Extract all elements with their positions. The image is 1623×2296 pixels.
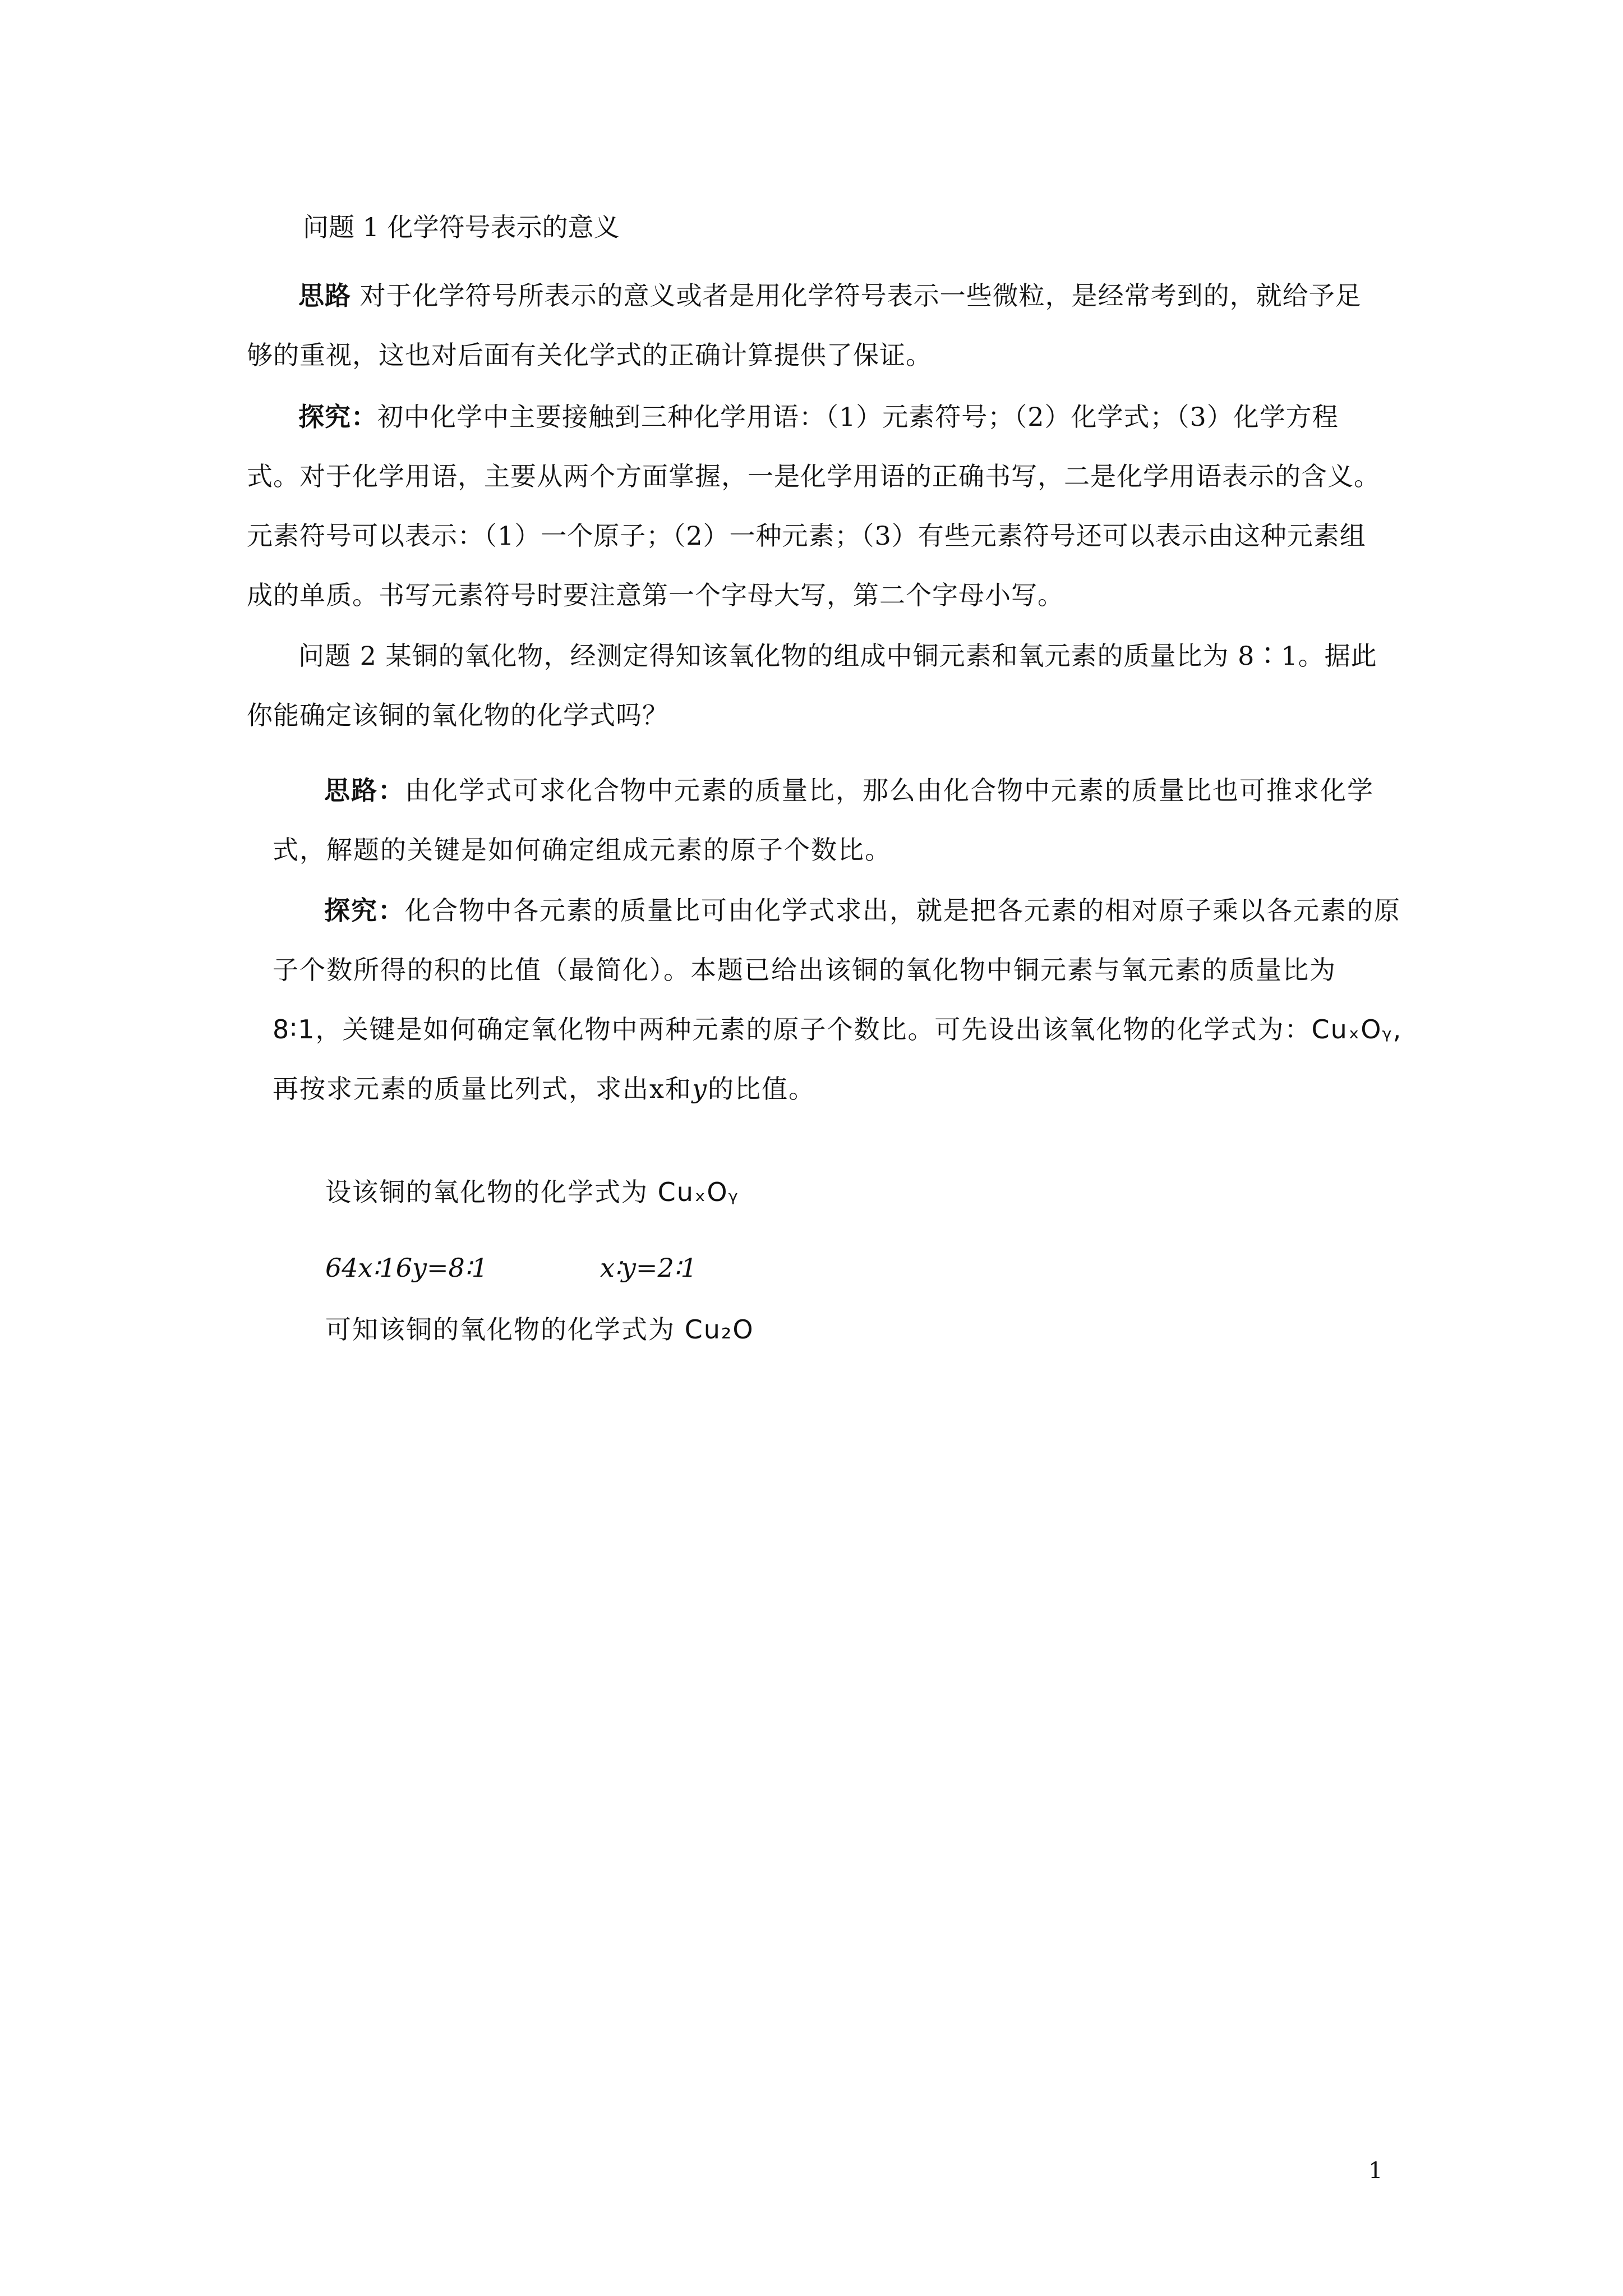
q2-thinking-paragraph [273,761,1411,880]
q2-explore-formula: CuₓOᵧ [1311,1014,1393,1045]
q2-step-conclusion: 可知该铜的氧化物的化学式为 Cu₂O [325,1314,754,1345]
q2-explore-text: 化合物中各元素的质量比可由化学式求出，就是把各元素的相对原子乘以各元素的原子个数所得的积的比值（最简化）。本题已给出该铜的氧化物中铜元素与氧元素的质量比为 8∶1，关键是如何确定氧化物中两种元素的原子个数比。可先设出该氧化物的化学式为： [273,895,1401,1045]
q1-thinking-label: 思路 [298,280,351,311]
q2-thinking-label: 思路： [324,775,405,806]
q2-var-x: x [649,1074,665,1104]
q2-explore-tail-c: 的比值。 [707,1074,815,1104]
q2-explore-paragraph [273,881,1411,1119]
q2-explore-tail-a: ,再按求元素的质量比列式，求出 [273,1014,1403,1104]
q2-var-y: y [691,1074,708,1104]
q1-explore-label: 探究： [298,402,377,432]
page-number: 1 [1368,2158,1383,2184]
q2-step-atom-ratio: x∶y=2∶1 [600,1253,697,1283]
q1-title: 问题 1 化学符号表示的意义 [303,212,620,242]
q2-step-mass-ratio: 64x∶16y=8∶1 [325,1253,488,1283]
q1-thinking-paragraph [247,266,1385,385]
q1-thinking-text: 对于化学符号所表示的意义或者是用化学符号表示一些微粒，是经常考到的，就给予足够的重视，这也对后面有关化学式的正确计算提供了保证。 [247,280,1362,370]
q2-thinking-text: 由化学式可求化合物中元素的质量比，那么由化合物中元素的质量比也可推求化学式，解题的关键是如何确定组成元素的原子个数比。 [273,775,1374,865]
q1-explore-paragraph [247,387,1385,625]
q2-explore-label: 探究： [324,895,405,926]
q2-title: 问题 2 某铜的氧化物，经测定得知该氧化物的组成中铜元素和氧元素的质量比为 8∶1。据此你能确定该铜的氧化物的化学式吗？ [247,641,1377,730]
q2-step-set-formula: 设该铜的氧化物的化学式为 CuₓOᵧ [325,1177,739,1207]
q2-explore-tail-b: 和 [665,1074,692,1104]
q1-explore-text: 初中化学中主要接触到三种化学用语：（1）元素符号；（2）化学式；（3）化学方程式。对于化学用语，主要从两个方面掌握，一是化学用语的正确书写，二是化学用语表示的含义。元素符号可以表示：（1）一个原子；（2）一种元素；（3）有些元素符号还可以表示由这种元素组成的单质。书写元素符号时要注意第一个字母大写，第二个字母小写。 [247,402,1380,610]
